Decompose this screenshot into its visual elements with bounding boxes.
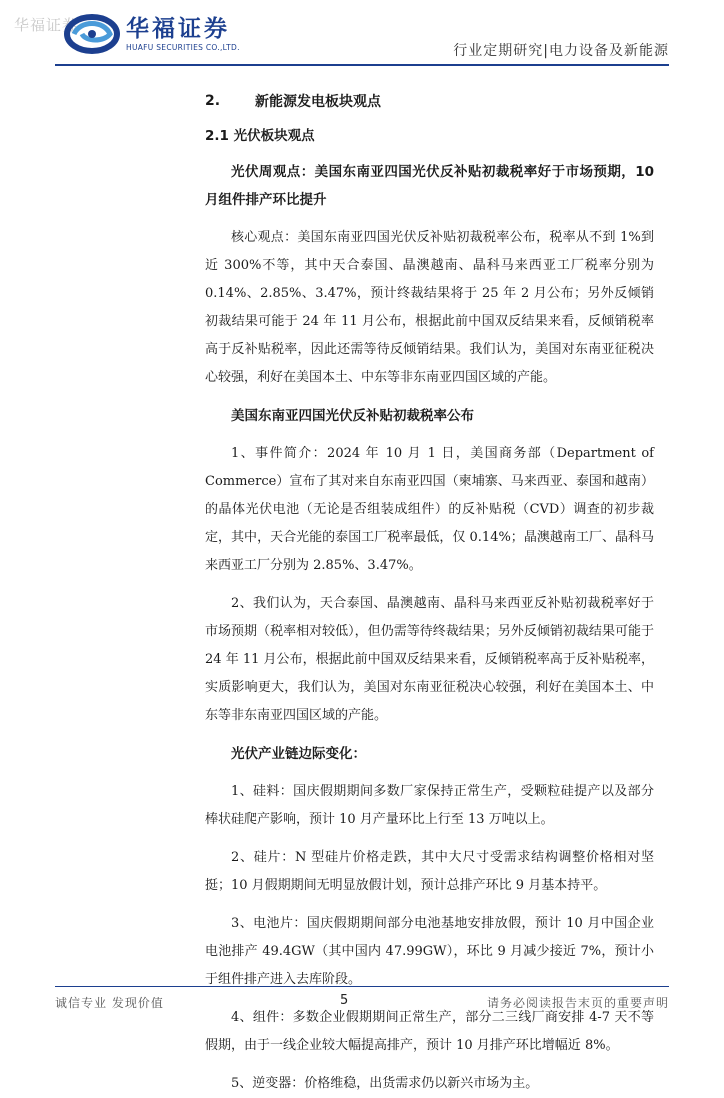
section-number: 2. xyxy=(205,93,221,109)
footer-slogan: 诚信专业 发现价值 xyxy=(55,996,164,1010)
page-number: 5 xyxy=(340,993,349,1008)
chain-item-wafer: 2、硅片：N 型硅片价格走跌，其中大尺寸受需求结构调整价格相对坚挺；10 月假期期间无明显放假计划，预计总排产环比 9 月基本持平。 xyxy=(205,850,654,893)
core-view-paragraph: 核心观点：美国东南亚四国光伏反补贴初裁税率公布，税率从不到 1%到近 300%不等，其中天合泰国、晶澳越南、晶科马来西亚工厂税率分别为 0.14%、2.85%、3.47%，预计终裁结果将于 25 年 2 月公布；另外反倾销初裁结果可能于 24 年 11 月公布，根据此前中国双反结果来看，反倾销税率高于反补贴税率，因此还需等待反倾销结果。我们认为，美国对东南亚征税决心较强，利好在美国本土、中东等非东南亚四国区域的产能。 xyxy=(205,230,654,385)
report-body xyxy=(205,88,654,1098)
subsection-heading: 2.1 光伏板块观点 xyxy=(205,128,315,144)
chain-item-polysilicon: 1、硅料：国庆假期期间多数厂家保持正常生产，受颗粒硅提产以及部分棒状硅爬产影响，预计 10 月产量环比上行至 13 万吨以上。 xyxy=(205,784,654,827)
chain-changes-heading: 光伏产业链边际变化： xyxy=(231,746,366,762)
section-heading xyxy=(205,88,654,114)
announcement-paragraph: 1、事件简介：2024 年 10 月 1 日，美国商务部（Department of Commerce）宣布了其对来自东南亚四国（柬埔寨、马来西亚、泰国和越南）的晶体光伏电池（无论是否组装成组件）的反补贴税（CVD）调查的初步裁定，其中，天合光能的泰国工厂税率最低，仅 0.14%；晶澳越南工厂、晶科马来西亚工厂分别为 2.85%、3.47%。 xyxy=(205,446,654,573)
watermark: 华福证券 xyxy=(14,16,79,34)
logo-name-en: HUAFU SECURITIES CO.,LTD. xyxy=(126,43,240,52)
chain-item-module: 4、组件：多数企业假期期间正常生产，部分二三线厂商安排 4-7 天不等假期，由于一线企业较大幅提高排产，预计 10 月排产环比增幅近 8%。 xyxy=(205,1010,654,1053)
section-title: 新能源发电板块观点 xyxy=(255,94,381,110)
logo-name-cn: 华福证券 xyxy=(126,16,230,42)
announcement-paragraph: 2、我们认为，天合泰国、晶澳越南、晶科马来西亚反补贴初裁税率好于市场预期（税率相对较低），但仍需等待终裁结果；另外反倾销初裁结果可能于 24 年 11 月公布，根据此前中国双反结果来看，反倾销税率高于反补贴税率，实质影响更大，我们认为，美国对东南亚征税决心较强，利好在美国本土、中东等非东南亚四国区域的产能。 xyxy=(205,596,654,723)
company-logo xyxy=(64,12,240,56)
footer-divider xyxy=(55,986,669,987)
report-category: 行业定期研究|电力设备及新能源 xyxy=(453,43,669,59)
chain-item-inverter: 5、逆变器：价格维稳，出货需求仍以新兴市场为主。 xyxy=(231,1076,539,1091)
weekly-view-heading: 光伏周观点：美国东南亚四国光伏反补贴初裁税率好于市场预期，10 月组件排产环比提升 xyxy=(205,164,654,208)
chain-item-cell: 3、电池片：国庆假期期间部分电池基地安排放假，预计 10 月中国企业电池排产 49.4GW（其中国内 47.99GW），环比 9 月减少接近 7%，预计小于组件排产进入去库阶段。 xyxy=(205,916,654,987)
header-divider xyxy=(55,64,669,66)
announcement-heading: 美国东南亚四国光伏反补贴初裁税率公布 xyxy=(231,408,474,424)
footer-disclaimer: 请务必阅读报告末页的重要声明 xyxy=(486,996,669,1010)
logo-swirl-icon xyxy=(64,12,120,56)
